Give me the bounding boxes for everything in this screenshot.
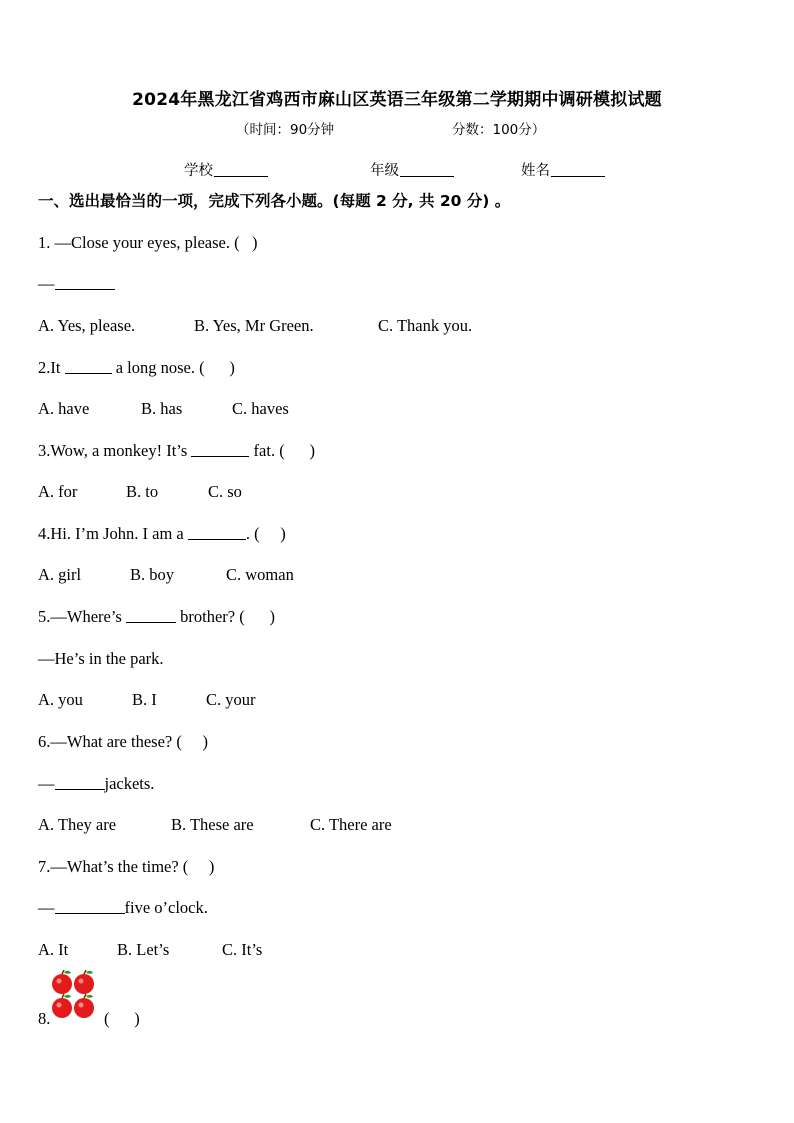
option-c[interactable]: C. your: [206, 690, 256, 709]
option-c[interactable]: C. There are: [310, 815, 392, 834]
grade-label: 年级: [370, 163, 399, 179]
question-5: [38, 607, 275, 627]
exam-time: （时间：90分钟: [236, 122, 335, 138]
option-b[interactable]: B. I: [132, 690, 157, 709]
option-b[interactable]: B. boy: [130, 565, 175, 584]
exam-score: 分数：100分）: [452, 122, 546, 138]
option-c[interactable]: C. haves: [232, 399, 289, 418]
reply-text: five o’clock.: [124, 898, 208, 917]
question-text: 5.—Where’s: [38, 607, 126, 626]
option-a[interactable]: A. girl: [38, 565, 82, 584]
question-text: 3.Wow, a monkey! It’s: [38, 441, 192, 460]
reply-dash: —: [38, 898, 55, 917]
answer-blank[interactable]: [65, 358, 112, 374]
answer-blank[interactable]: [188, 524, 246, 540]
option-b[interactable]: B. These are: [171, 815, 254, 834]
question-text-end: a long nose. ( ): [111, 358, 235, 377]
answer-blank[interactable]: [191, 441, 249, 457]
question-5-reply: —He’s in the park.: [38, 649, 164, 668]
option-a[interactable]: A. Yes, please.: [38, 316, 136, 335]
question-7-reply: [38, 898, 208, 918]
option-b[interactable]: B. to: [126, 482, 159, 501]
question-8-paren: ( ): [104, 1009, 140, 1028]
name-blank[interactable]: [551, 162, 605, 177]
option-c[interactable]: C. woman: [226, 565, 294, 584]
question-1: 1. —Close your eyes, please. ( ): [38, 233, 258, 252]
apple-icon: [52, 994, 72, 1018]
apple-icon: [52, 970, 72, 994]
question-text: 4.Hi. I’m John. I am a: [38, 524, 188, 543]
apple-icon: [74, 970, 94, 994]
option-a[interactable]: A. have: [38, 399, 90, 418]
option-c[interactable]: C. Thank you.: [378, 316, 473, 335]
school-field: [184, 159, 268, 180]
question-1-reply: [38, 274, 115, 294]
question-2: [38, 358, 235, 378]
reply-dash: —: [38, 774, 55, 793]
option-c[interactable]: C. It’s: [222, 940, 263, 959]
question-7: 7.—What’s the time? ( ): [38, 857, 215, 876]
option-c[interactable]: C. so: [208, 482, 242, 501]
option-a[interactable]: A. They are: [38, 815, 117, 834]
grade-field: [370, 159, 454, 180]
name-field: [521, 159, 605, 180]
question-text-end: brother? ( ): [175, 607, 275, 626]
answer-blank[interactable]: [55, 898, 125, 914]
option-a[interactable]: A. you: [38, 690, 83, 709]
question-text-end: . ( ): [245, 524, 286, 543]
option-b[interactable]: B. has: [141, 399, 183, 418]
question-3: [38, 441, 315, 461]
school-label: 学校: [184, 163, 213, 179]
option-b[interactable]: B. Yes, Mr Green.: [194, 316, 314, 335]
answer-blank[interactable]: [55, 774, 105, 790]
exam-title: 2024年黑龙江省鸡西市麻山区英语三年级第二学期期中调研模拟试题: [132, 90, 662, 110]
answer-blank[interactable]: [55, 274, 115, 290]
section-heading: 一、选出最恰当的一项，完成下列各小题。(每题 2 分, 共 20 分) 。: [38, 192, 511, 210]
reply-text: jackets.: [104, 774, 155, 793]
school-blank[interactable]: [214, 162, 268, 177]
question-4: [38, 524, 286, 544]
name-label: 姓名: [521, 163, 550, 179]
grade-blank[interactable]: [400, 162, 454, 177]
option-a[interactable]: A. for: [38, 482, 78, 501]
question-6: 6.—What are these? ( ): [38, 732, 208, 751]
question-text-end: fat. ( ): [249, 441, 315, 460]
answer-blank[interactable]: [126, 607, 176, 623]
question-6-reply: [38, 774, 154, 794]
question-text: 2.It: [38, 358, 65, 377]
apple-icon: [74, 994, 94, 1018]
reply-dash: —: [38, 274, 55, 293]
apples-picture: [50, 970, 100, 1020]
question-8-number: 8.: [38, 1009, 51, 1028]
option-b[interactable]: B. Let’s: [117, 940, 170, 959]
option-a[interactable]: A. It: [38, 940, 69, 959]
